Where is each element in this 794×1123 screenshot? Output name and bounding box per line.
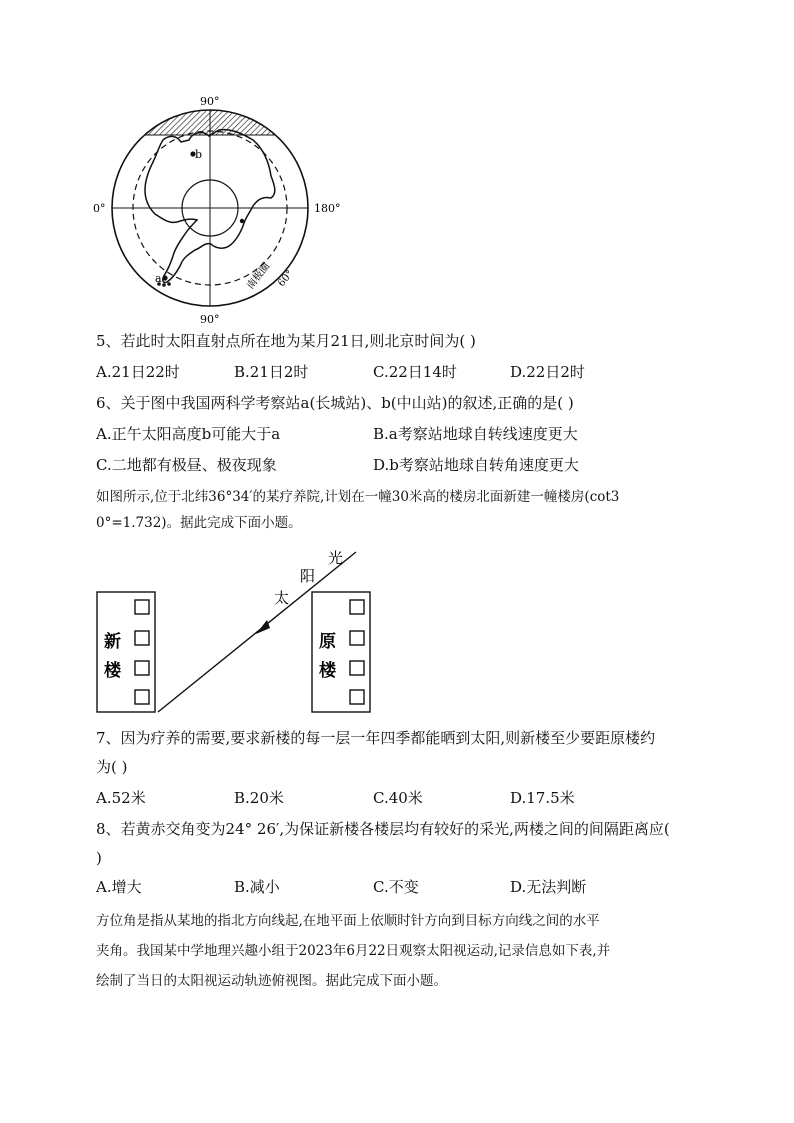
- label-station-b: b: [195, 148, 203, 161]
- sunlight-char-3: 太: [274, 589, 290, 607]
- q7-option-c[interactable]: C.40米: [373, 789, 423, 807]
- sunlight-char-1: 光: [328, 549, 344, 567]
- q7-option-b[interactable]: B.20米: [234, 789, 284, 807]
- q5-option-c[interactable]: C.22日14时: [373, 363, 457, 381]
- station-a-marker: [162, 275, 167, 280]
- passage-1-line-1: 如图所示,位于北纬36°34′的某疗养院,计划在一幢30米高的楼房北面新建一幢楼房(cot3: [96, 489, 620, 505]
- label-180: 180°: [314, 202, 341, 215]
- passage-2-line-3: 绘制了当日的太阳视运动轨迹俯视图。据此完成下面小题。: [96, 973, 447, 989]
- label-0: 0°: [93, 202, 106, 215]
- label-90-top: 90°: [200, 95, 220, 108]
- passage-2-line-2: 夹角。我国某中学地理兴趣小组于2023年6月22日观察太阳视运动,记录信息如下表,并: [96, 943, 611, 959]
- q8-option-b[interactable]: B.减小: [234, 878, 280, 896]
- antarctic-map-figure: [85, 90, 355, 326]
- passage-2-line-1: 方位角是指从某地的指北方向线起,在地平面上依顺时针方向到目标方向线之间的水平: [96, 913, 600, 929]
- label-antarctic-circle: 南极圈: [245, 261, 273, 292]
- sunlight-char-2: 阳: [300, 567, 316, 585]
- q5-option-b[interactable]: B.21日2时: [234, 363, 309, 381]
- question-7-line-1: 7、因为疗养的需要,要求新楼的每一层一年四季都能晒到太阳,则新楼至少要距原楼约: [96, 729, 656, 747]
- new-building-char-2: 楼: [104, 661, 121, 681]
- question-8-line-2: ): [96, 849, 102, 867]
- q5-option-d[interactable]: D.22日2时: [510, 363, 585, 381]
- passage-1-line-2: 0°=1.732)。据此完成下面小题。: [96, 515, 302, 531]
- q6-option-a[interactable]: A.正午太阳高度b可能大于a: [96, 425, 281, 443]
- label-90-bottom: 90°: [200, 313, 220, 326]
- old-building-char-2: 楼: [319, 661, 336, 681]
- q6-option-d[interactable]: D.b考察站地球自转角速度更大: [373, 456, 579, 474]
- question-7-line-2: 为( ): [96, 758, 128, 776]
- ray-arrowhead: [256, 620, 270, 634]
- q8-option-d[interactable]: D.无法判断: [510, 878, 587, 896]
- new-building-char-1: 新: [104, 632, 121, 652]
- q6-option-b[interactable]: B.a考察站地球自转线速度更大: [373, 425, 578, 443]
- question-5: 5、若此时太阳直射点所在地为某月21日,则北京时间为( ): [96, 332, 476, 350]
- q8-option-a[interactable]: A.增大: [96, 878, 142, 896]
- q6-option-c[interactable]: C.二地都有极昼、极夜现象: [96, 456, 277, 474]
- label-60: 60°: [276, 268, 296, 290]
- q8-option-c[interactable]: C.不变: [373, 878, 419, 896]
- q5-option-a[interactable]: A.21日22时: [96, 363, 180, 381]
- q7-option-d[interactable]: D.17.5米: [510, 789, 575, 807]
- question-6: 6、关于图中我国两科学考察站a(长城站)、b(中山站)的叙述,正确的是( ): [96, 394, 574, 412]
- building-sunlight-figure: [90, 544, 380, 719]
- q7-option-a[interactable]: A.52米: [96, 789, 146, 807]
- question-8-line-1: 8、若黄赤交角变为24° 26′,为保证新楼各楼层均有较好的采光,两楼之间的间隔距离应(: [96, 820, 670, 838]
- label-station-a: a: [155, 272, 162, 285]
- old-building-char-1: 原: [319, 632, 336, 652]
